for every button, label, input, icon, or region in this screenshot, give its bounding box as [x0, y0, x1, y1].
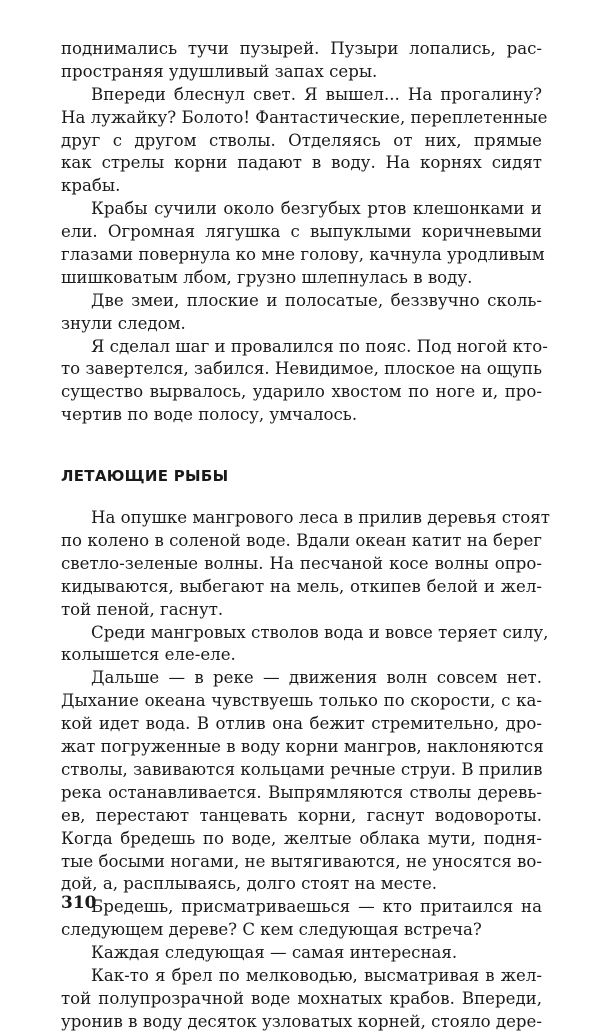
text-line: шишковатым лбом, грузно шлепнулась в воду. — [61, 267, 473, 287]
text-line: Впереди блеснул свет. Я вышел... На прогалину? — [91, 84, 542, 104]
text-line: На лужайку? Болото! Фантастические, переплетенные — [61, 107, 548, 127]
text-line: уронив в воду десяток узловатых корней, стояло дере- — [61, 1011, 542, 1031]
text-line: поднимались тучи пузырей. Пузыри лопались, рас- — [61, 39, 542, 58]
text-line: глазами повернула ко мне голову, качнула уродливым — [61, 245, 545, 265]
text-line: Я сделал шаг и провалился по пояс. Под ногой кто- — [91, 336, 548, 356]
text-line: Как-то я брел по мелководью, высматривая в жел- — [91, 965, 542, 985]
text-line: Когда бредешь по воде, желтые облака мути, подня- — [61, 828, 542, 848]
text-line: кидываются, выбегают на мель, откипев белой и жел- — [61, 576, 542, 596]
text-line: той полупрозрачной воде мохнатых крабов. Впереди, — [61, 988, 542, 1008]
text-line: пространяя удушливый запах серы. — [61, 61, 378, 81]
text-line: колышется еле-еле. — [61, 645, 236, 665]
text-line: Каждая следующая — самая интересная. — [91, 943, 458, 963]
text-line: На опушке мангрового леса в прилив деревья стоят — [91, 508, 550, 528]
text-line: светло-зеленые волны. На песчаной косе волны опро- — [61, 553, 542, 573]
section-heading: ЛЕТАЮЩИЕ РЫБЫ — [61, 467, 229, 486]
text-line: жат погруженные в воду корни мангров, наклоняются — [61, 737, 544, 757]
text-line: Крабы сучили около безгубых ртов клешонками и — [91, 199, 542, 219]
text-line: существо вырвалось, ударило хвостом по ноге и, про- — [61, 382, 542, 402]
text-line: Две змеи, плоские и полосатые, беззвучно сколь- — [91, 290, 542, 310]
text-line: дой, а, расплываясь, долго стоят на месте. — [61, 874, 438, 894]
text-line: друг с другом стволы. Отделяясь от них, прямые — [61, 130, 542, 150]
text-line: Дыхание океана чувствуешь только по скорости, с ка- — [61, 691, 542, 711]
text-line: тые босыми ногами, не вытягиваются, не уносятся во- — [61, 851, 542, 871]
text-line: той пеной, гаснут. — [61, 599, 224, 619]
text-block-flying-fish — [61, 507, 550, 1033]
text-line: чертив по воде полосу, умчалось. — [61, 405, 358, 425]
text-line: ели. Огромная лягушка с выпуклыми коричневыми — [61, 222, 542, 242]
text-line: по колено в соленой воде. Вдали океан катит на берег — [61, 531, 542, 551]
text-line: река останавливается. Выпрямляются стволы деревь- — [61, 782, 542, 802]
text-line: Дальше — в реке — движения волн совсем нет. — [91, 668, 542, 688]
text-line: стволы, завиваются кольцами речные струи. В прилив — [61, 759, 543, 779]
text-block-swamp — [61, 38, 548, 427]
text-line: следующем дереве? С кем следующая встреча? — [61, 920, 482, 940]
page-number: 310 — [61, 893, 97, 913]
text-line: кой идет вода. В отлив она бежит стремительно, дро- — [61, 714, 542, 734]
text-line: ев, перестают танцевать корни, гаснут водовороты. — [61, 805, 542, 825]
text-line: то завертелся, забился. Невидимое, плоское на ощупь — [61, 359, 542, 379]
text-line: знули следом. — [61, 313, 186, 333]
text-line: Среди мангровых стволов вода и вовсе теряет силу, — [91, 622, 549, 642]
text-line: Бредешь, присматриваешься — кто притаился на — [91, 897, 542, 917]
text-line: как стрелы корни падают в воду. На корнях сидят — [61, 153, 542, 173]
text-line: крабы. — [61, 176, 121, 196]
